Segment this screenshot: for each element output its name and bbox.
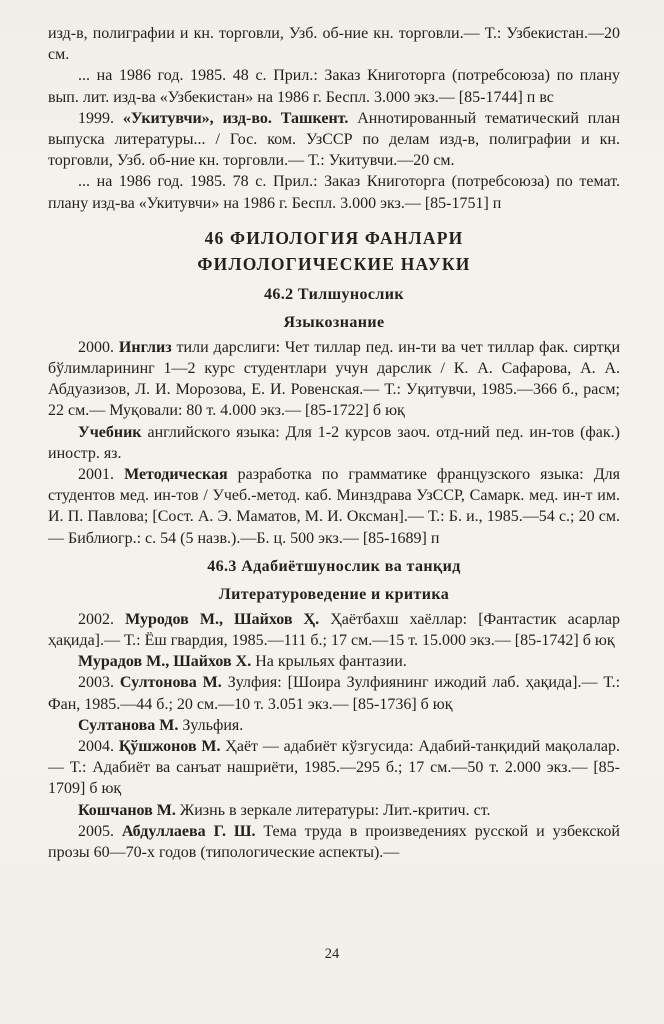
entry-text: Тема труда в произведениях русской и узбекской прозы 60—70-х годов (типологические аспекты).—	[48, 822, 620, 862]
section-heading-line: 46.2 Тилшунослик	[263, 285, 405, 303]
section-heading-line: Литературоведение и критика	[218, 585, 450, 603]
entry-title-bold: Абдуллаева Г. Ш.	[121, 822, 256, 840]
section-heading	[48, 312, 620, 333]
bibliography-paragraph	[48, 800, 620, 821]
entry-title-bold: Инглиз	[118, 338, 172, 356]
bibliography-paragraph	[48, 672, 620, 714]
section-heading	[48, 284, 620, 305]
section-heading	[48, 584, 620, 605]
entry-text: изд-в, полиграфии и кн. торговли, Узб. об-ние кн. торговли.— Т.: Узбекистан.—20 см.	[48, 25, 620, 64]
section-heading-line: 46.3 Адабиётшунослик ва танқид	[207, 557, 461, 575]
entry-title-bold: Қўшжонов М.	[118, 738, 221, 756]
entry-text: английского языка: Для 1-2 курсов заоч. отд-ний пед. ин-тов (фак.) иностр. яз.	[48, 423, 620, 462]
entry-text: 2001.	[78, 466, 125, 484]
entry-title-bold: Муродов М., Шайхов Ҳ.	[125, 610, 320, 628]
entry-title-bold: «Укитувчи», изд-во. Ташкент.	[122, 109, 349, 127]
entry-text: Зулфия: [Шоира Зулфиянинг ижодий лаб. ҳақида].— Т.: Фан, 1985.—44 б.; 20 см.—10 т. 3.051 экз.— [85-1736] б юқ	[48, 674, 621, 713]
bibliography-paragraph	[48, 464, 620, 549]
page-content	[48, 23, 620, 863]
entry-text: Аннотированный тематический план выпуска литературы... / Гос. ком. УзССР по делам изд-в, полиграфии и кн. торговли, Узб. об-ние кн. торговли.— Т.: Укитувчи.—20 см.	[48, 109, 621, 170]
section-heading-line: 46 ФИЛОЛОГИЯ ФАНЛАРИ	[204, 227, 464, 248]
entry-text: 2000.	[78, 338, 119, 356]
entry-text: Ҳаётбахш хаёллар: [Фантастик асарлар ҳақида].— Т.: Ёш гвардия, 1985.—111 б.; 17 см.—15 т. 15.000 экз.— [85-1742] б юқ	[48, 610, 621, 650]
entry-text: Жизнь в зеркале литературы: Лит.-критич. ст.	[175, 801, 491, 819]
page-number: 24	[324, 946, 340, 962]
entry-text: ... на 1986 год. 1985. 48 с. Прил.: Заказ Книготорга (потребсоюза) по плану вып. лит. изд-ва «Узбекистан» на 1986 г. Беспл. 3.000 экз.— [85-1744] п вс	[48, 67, 620, 106]
entry-text: ... на 1986 год. 1985. 78 с. Прил.: Заказ Книготорга (потребсоюза) по темат. плану изд-ва «Укитувчи» на 1986 г. Беспл. 3.000 экз.— [85-1751] п	[48, 173, 620, 212]
entry-text: 1999.	[78, 109, 123, 127]
entry-text: На крыльях фантазии.	[251, 653, 407, 671]
bibliography-paragraph	[48, 337, 620, 422]
entry-text: 2003.	[78, 674, 120, 692]
bibliography-paragraph	[48, 65, 620, 107]
bibliography-paragraph	[48, 715, 620, 736]
entry-title-bold: Султонова М.	[119, 674, 222, 692]
entry-text: разработка по грамматике французского языка: Для студентов мед. ин-тов / Учеб.-метод. каб. Минздрава УзССР, Самарк. мед. ин-т им. И. П. Павлова; [Сост. А. Э. Маматов, М. И. Оксман].— Т.: Б. и., 1985.—54 с.; 20 см.— Библиогр.: с. 54 (5 назв.).—Б. ц. 500 экз.— [85-1689] п	[48, 466, 621, 547]
bibliography-paragraph	[48, 736, 620, 800]
bibliography-paragraph	[48, 609, 620, 651]
section-heading	[48, 556, 620, 577]
bibliography-paragraph	[48, 651, 620, 672]
entry-text: Зульфия.	[178, 716, 244, 734]
entry-text: 2004.	[78, 738, 119, 756]
bibliography-paragraph	[48, 821, 620, 863]
entry-title-bold: Султанова М.	[78, 716, 179, 734]
entry-text: 2005.	[78, 822, 122, 840]
bibliography-paragraph	[48, 422, 620, 464]
bibliography-paragraph	[48, 23, 620, 65]
section-heading-line: ФИЛОЛОГИЧЕСКИЕ НАУКИ	[197, 253, 471, 274]
entry-title-bold: Учебник	[78, 423, 142, 441]
entry-text: тили дарслиги: Чет тиллар пед. ин-ти ва чет тиллар фак. сиртқи бўлимларининг 1—2 курс студентлари учун дарслик / К. А. Сафарова, А. А. Абдуазизов, Л. И. Морозова, Е. И. Ровенская.— Т.: Уқитувчи, 1985.—366 б., расм; 22 см.— Муқовали: 80 т. 4.000 экз.— [85-1722] б юқ	[48, 338, 621, 420]
bibliography-paragraph	[48, 171, 620, 213]
section-heading-line: Языкознание	[283, 313, 385, 331]
entry-title-bold: Методическая	[124, 466, 228, 484]
entry-text: Ҳаёт — адабиёт кўзгусида: Адабий-танқидий мақолалар.— Т.: Адабиёт ва санъат нашриёти, 1985.—295 б.; 17 см.—50 т. 2.000 экз.— [85-1709] б юқ	[48, 738, 621, 798]
section-heading	[48, 225, 620, 277]
entry-text: 2002.	[78, 610, 126, 628]
entry-title-bold: Мурадов М., Шайхов Х.	[78, 653, 252, 671]
entry-title-bold: Кошчанов М.	[78, 801, 176, 819]
bibliography-paragraph	[48, 108, 620, 172]
